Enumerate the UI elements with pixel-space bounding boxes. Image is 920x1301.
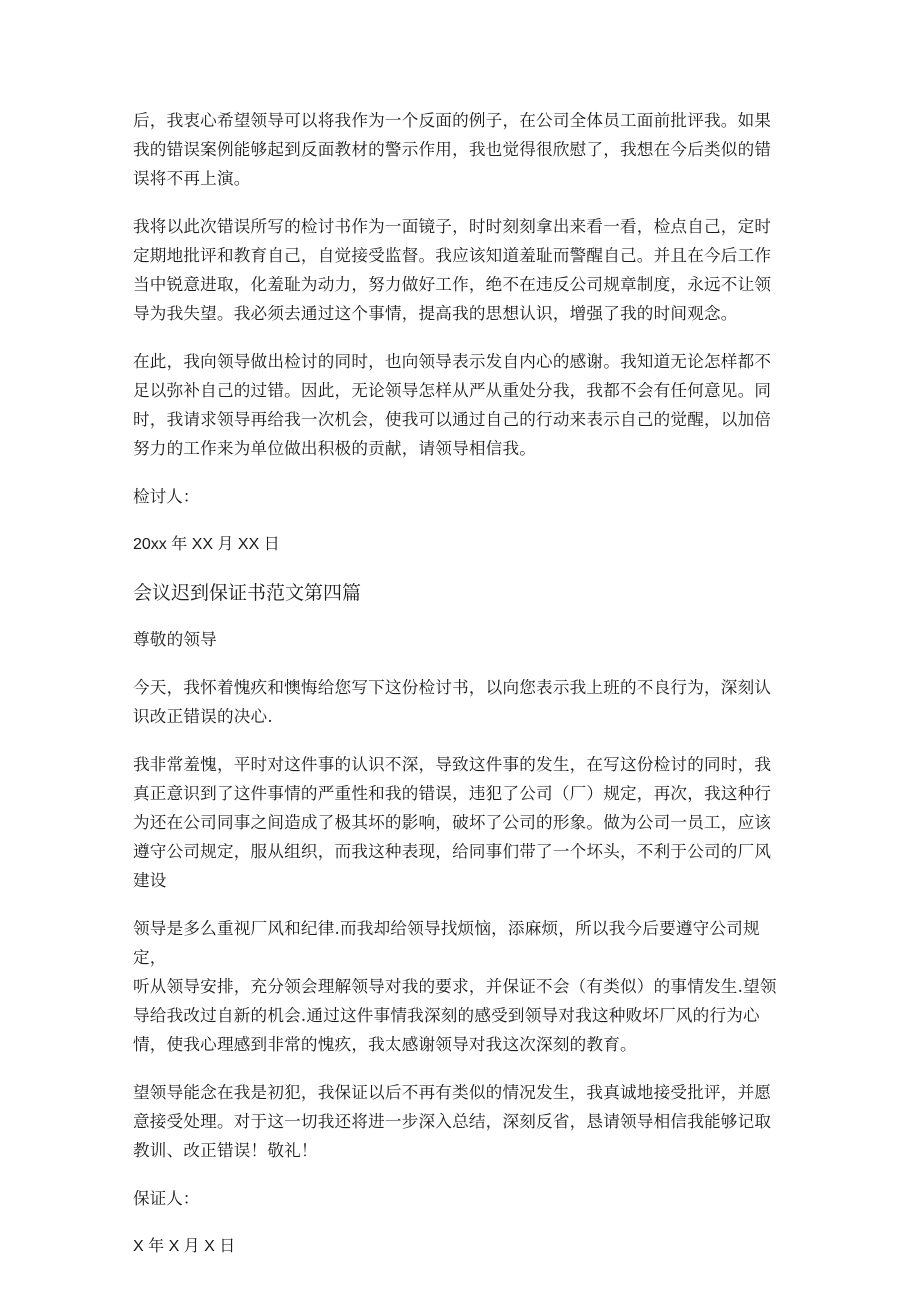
document-page — [133, 106, 793, 1280]
paragraph: 在此，我向领导做出检讨的同时，也向领导表示发自内心的感谢。我知道无论怎样都不 足以弥补自己的过错。因此，无论领导怎样从严从重处分我，我都不会有任何意见。同 时，我请求领导再给我一次机会，使我可以通过自己的行动来表示自己的觉醒，以加倍 努力的工作来为单位做出积极的贡献，请领导相信我。 — [133, 352, 772, 458]
date-line: X 年 X 月 X 日 — [133, 1238, 236, 1255]
paragraph: 后，我衷心希望领导可以将我作为一个反面的例子，在公司全体员工面前批评我。如果 我的错误案例能够起到反面教材的警示作用，我也觉得很欣慰了，我想在今后类似的错 误将不再上演。 — [133, 111, 772, 188]
paragraph: 今天，我怀着愧疚和懊悔给您写下这份检讨书，以向您表示我上班的不良行为，深刻认 识改正错误的决心. — [133, 678, 772, 726]
signature-label: 检讨人： — [133, 487, 200, 506]
paragraph: 我将以此次错误所写的检讨书作为一面镜子，时时刻刻拿出来看一看，检点自己，定时 定期地批评和教育自己，自觉接受监督。我应该知道羞耻而警醒自己。并且在今后工作 当中锐意进取，化羞耻为动力，努力做好工作，绝不在违反公司规章制度，永远不让领 导为我失望。我必须去通过这个事情，提高我的思想认识，增强了我的时间观念。 — [133, 217, 772, 323]
paragraph: 望领导能念在我是初犯，我保证以后不再有类似的情况发生，我真诚地接受批评，并愿 意接受处理。对于这一切我还将进一步深入总结，深刻反省，恳请领导相信我能够记取 教训、改正错误！敬礼！ — [133, 1083, 772, 1160]
salutation: 尊敬的领导 — [133, 630, 217, 649]
date-line: 20xx 年 XX 月 XX 日 — [133, 536, 280, 553]
paragraph: 领导是多么重视厂风和纪律.而我却给领导找烦恼，添麻烦，所以我今后要遵守公司规定， 听从领导安排，充分领会理解领导对我的要求，并保证不会（有类似）的事情发生.望领 导给我改过自新的机会.通过这件事情我深刻的感受到领导对我这种败坏厂风的行为心 情，使我心理感到非常的愧疚，我太感谢领导对我这次深刻的教育。 — [133, 919, 777, 1054]
signature-label: 保证人： — [133, 1189, 200, 1208]
paragraph: 我非常羞愧，平时对这件事的认识不深，导致这件事的发生，在写这份检讨的同时，我 真正意识到了这件事情的严重性和我的错误，违犯了公司（厂）规定，再次，我这种行 为还在公司同事之间造成了极其坏的影响，破坏了公司的形象。做为公司一员工，应该 遵守公司规定，服从组织，而我这种表现，给同事们带了一个坏头，不利于公司的厂风 建设 — [133, 755, 772, 890]
section-heading: 会议迟到保证书范文第四篇 — [133, 582, 362, 604]
